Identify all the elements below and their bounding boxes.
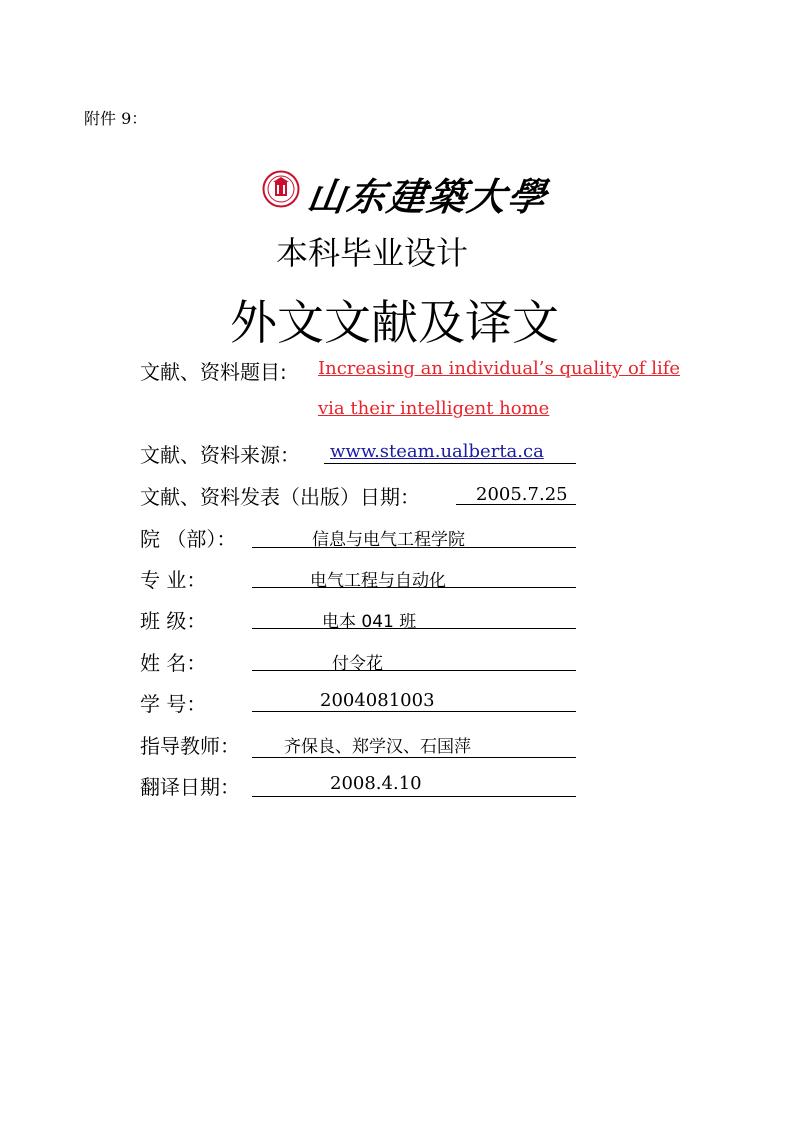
source-link[interactable]: www.steam.ualberta.ca: [330, 441, 544, 462]
university-name: 山东建築大學: [304, 174, 551, 219]
student-name-value: 付令花: [332, 654, 383, 674]
publish-date-value: 2005.7.25: [476, 484, 568, 505]
translation-date-underline: [252, 796, 576, 797]
college-underline: [252, 547, 576, 548]
university-seal-icon: [262, 170, 300, 208]
student-id-value: 2004081003: [320, 690, 435, 711]
student-id-underline: [252, 711, 576, 712]
major-underline: [252, 587, 576, 588]
university-logo: [262, 166, 551, 219]
topic-line-1: Increasing an individual’s quality of life: [318, 358, 681, 379]
publish-date-underline: [456, 504, 576, 505]
college-label: 院 （部）：: [140, 527, 237, 551]
class-underline: [252, 628, 576, 629]
advisor-label: 指导教师：: [140, 734, 240, 758]
student-id-label: 学 号：: [140, 692, 207, 716]
source-underline: [324, 463, 576, 464]
college-value: 信息与电气工程学院: [312, 530, 465, 550]
student-name-label: 姓 名：: [140, 651, 207, 675]
advisor-value: 齐保良、郑学汉、石国萍: [284, 737, 471, 757]
translation-date-value: 2008.4.10: [330, 773, 422, 794]
source-label: 文献、资料来源：: [140, 443, 300, 467]
publish-date-label: 文献、资料发表（出版）日期：: [140, 485, 420, 509]
translation-date-label: 翻译日期：: [140, 775, 240, 799]
page-title: 外文文献及译文: [230, 296, 559, 351]
student-name-underline: [252, 670, 576, 671]
attachment-label: 附件 9：: [84, 109, 148, 128]
major-label: 专 业：: [140, 568, 207, 592]
major-value: 电气工程与自动化: [310, 571, 446, 591]
class-label: 班 级：: [140, 609, 207, 633]
subtitle: 本科毕业设计: [276, 234, 469, 272]
class-value: 电本 041 班: [322, 612, 417, 632]
topic-label: 文献、资料题目:: [140, 360, 287, 384]
topic-line-2: via their intelligent home: [318, 398, 550, 419]
advisor-underline: [252, 757, 576, 758]
